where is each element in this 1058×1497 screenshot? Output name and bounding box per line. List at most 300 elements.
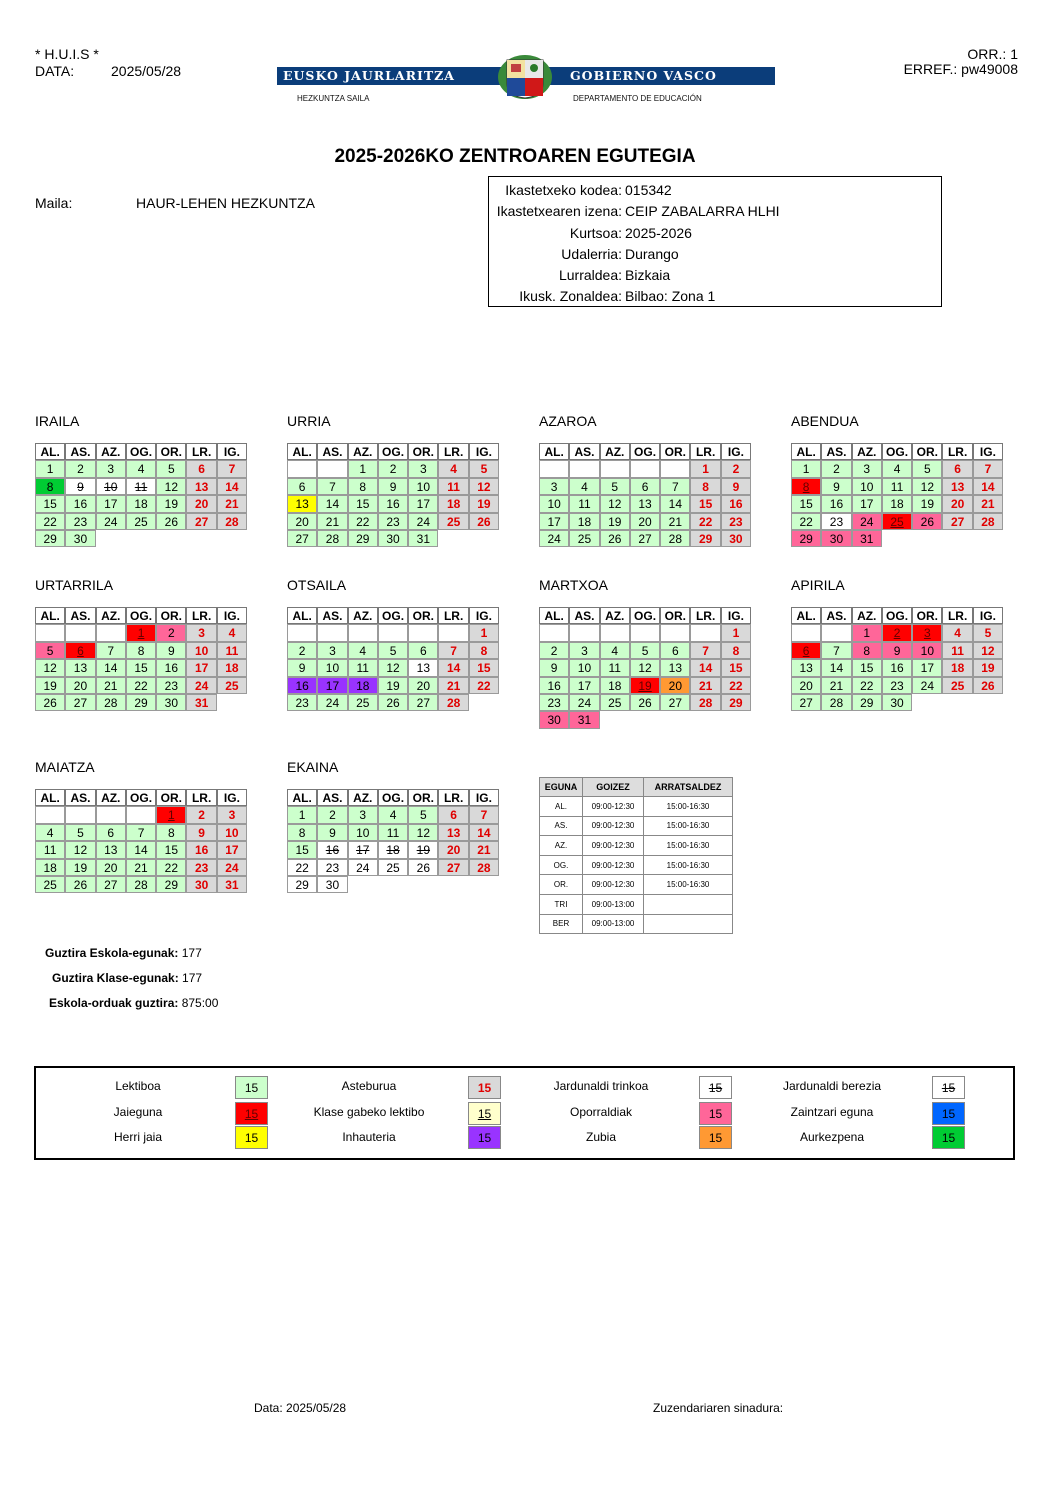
- weekday-header: AS.: [65, 443, 95, 460]
- day-cell: 8: [287, 824, 317, 841]
- month-grid: [35, 789, 249, 893]
- weekday-header: LR.: [438, 443, 468, 460]
- empty-day-cell: [287, 460, 317, 477]
- day-cell: 17: [348, 841, 378, 858]
- total-label: Guztira Eskola-egunak:: [45, 946, 179, 960]
- day-cell: 22: [690, 513, 720, 530]
- day-cell: 1: [35, 460, 65, 477]
- day-cell: 20: [287, 513, 317, 530]
- empty-day-cell: [65, 624, 95, 641]
- day-cell: 12: [65, 841, 95, 858]
- day-cell: 17: [569, 677, 599, 694]
- day-cell: 19: [469, 495, 499, 512]
- day-cell: 30: [378, 530, 408, 547]
- month-name: MARTXOA: [539, 577, 608, 593]
- day-cell: 16: [156, 659, 186, 676]
- weekday-header: AL.: [791, 607, 821, 624]
- month-grid: [287, 607, 501, 711]
- day-cell: 28: [821, 694, 851, 711]
- day-cell: 1: [469, 624, 499, 641]
- day-cell: 9: [882, 642, 912, 659]
- logo-right-text: GOBIERNO VASCO: [570, 68, 717, 83]
- day-cell: 17: [539, 513, 569, 530]
- footer-signature-label: Zuzendariaren sinadura:: [653, 1401, 784, 1415]
- day-cell: 22: [852, 677, 882, 694]
- day-cell: 16: [539, 677, 569, 694]
- day-cell: 10: [96, 478, 126, 495]
- day-cell: 25: [126, 513, 156, 530]
- day-cell: 30: [186, 876, 216, 893]
- day-cell: 6: [942, 460, 972, 477]
- day-cell: 15: [721, 659, 751, 676]
- day-cell: 22: [469, 677, 499, 694]
- data-value: 2025/05/28: [111, 63, 182, 79]
- day-cell: 24: [569, 694, 599, 711]
- day-cell: 9: [539, 659, 569, 676]
- weekday-header: OG.: [630, 443, 660, 460]
- day-cell: 31: [217, 876, 247, 893]
- day-cell: 5: [912, 460, 942, 477]
- day-cell: 15: [791, 495, 821, 512]
- schedule-day: TRI: [540, 894, 583, 914]
- day-cell: 23: [539, 694, 569, 711]
- day-cell: 24: [96, 513, 126, 530]
- day-cell: 31: [186, 694, 216, 711]
- day-cell: 23: [721, 513, 751, 530]
- footer-date: Data: 2025/05/28: [254, 1401, 347, 1415]
- day-cell: 28: [317, 530, 347, 547]
- month-name: ABENDUA: [791, 413, 859, 429]
- day-cell: 3: [217, 806, 247, 823]
- day-cell: 21: [690, 677, 720, 694]
- day-cell: 19: [408, 841, 438, 858]
- day-cell: 11: [569, 495, 599, 512]
- schedule-row: [540, 914, 733, 934]
- legend-label: Jardunaldi trinkoa: [553, 1079, 649, 1093]
- day-cell: 15: [35, 495, 65, 512]
- day-cell: 18: [882, 495, 912, 512]
- day-cell: 22: [126, 677, 156, 694]
- day-cell: 15: [287, 841, 317, 858]
- day-cell: 6: [660, 642, 690, 659]
- day-cell: 27: [96, 876, 126, 893]
- weekday-header: AS.: [569, 607, 599, 624]
- month-calendar: [287, 759, 501, 893]
- legend-sample: 15: [699, 1126, 732, 1149]
- info-value: 2025-2026: [625, 224, 692, 241]
- day-cell: 14: [469, 824, 499, 841]
- legend-sample: 15: [235, 1076, 268, 1099]
- weekday-header: IG.: [973, 443, 1003, 460]
- empty-day-cell: [690, 624, 720, 641]
- day-cell: 3: [317, 642, 347, 659]
- empty-day-cell: [96, 624, 126, 641]
- info-row: [489, 244, 941, 265]
- day-cell: 1: [348, 460, 378, 477]
- empty-day-cell: [126, 806, 156, 823]
- day-cell: 14: [973, 478, 1003, 495]
- weekday-header: IG.: [721, 607, 751, 624]
- legend-sample: 15: [932, 1126, 965, 1149]
- schedule-day: BER: [540, 914, 583, 934]
- info-row: [489, 223, 941, 244]
- info-row: [489, 180, 941, 201]
- month-grid: [791, 443, 1005, 547]
- day-cell: 25: [882, 513, 912, 530]
- day-cell: 24: [186, 677, 216, 694]
- weekday-header: OG.: [378, 443, 408, 460]
- day-cell: 11: [217, 642, 247, 659]
- maila-value: HAUR-LEHEN HEZKUNTZA: [136, 195, 315, 211]
- day-cell: 17: [912, 659, 942, 676]
- info-row: [489, 265, 941, 286]
- day-cell: 26: [469, 513, 499, 530]
- day-cell: 24: [852, 513, 882, 530]
- day-cell: 10: [852, 478, 882, 495]
- day-cell: 12: [469, 478, 499, 495]
- day-cell: 9: [287, 659, 317, 676]
- day-cell: 21: [469, 841, 499, 858]
- day-cell: 14: [317, 495, 347, 512]
- weekday-header: LR.: [186, 443, 216, 460]
- info-value: Durango: [625, 245, 679, 262]
- day-cell: 16: [378, 495, 408, 512]
- day-cell: 5: [469, 460, 499, 477]
- weekday-header: AS.: [317, 443, 347, 460]
- weekday-header: LR.: [690, 607, 720, 624]
- day-cell: 20: [942, 495, 972, 512]
- empty-day-cell: [600, 460, 630, 477]
- day-cell: 29: [156, 876, 186, 893]
- day-cell: 19: [912, 495, 942, 512]
- schedule-header: GOIZEZ: [583, 778, 644, 797]
- day-cell: 18: [378, 841, 408, 858]
- schedule-table: [539, 777, 733, 934]
- government-logo: [277, 54, 775, 106]
- day-cell: 13: [438, 824, 468, 841]
- day-cell: 20: [791, 677, 821, 694]
- day-cell: 28: [973, 513, 1003, 530]
- day-cell: 29: [721, 694, 751, 711]
- weekday-header: IG.: [469, 443, 499, 460]
- weekday-header: OG.: [126, 789, 156, 806]
- weekday-header: AZ.: [348, 443, 378, 460]
- day-cell: 7: [96, 642, 126, 659]
- day-cell: 29: [287, 876, 317, 893]
- day-cell: 3: [408, 460, 438, 477]
- weekday-header: LR.: [690, 443, 720, 460]
- month-grid: [539, 443, 753, 547]
- day-cell: 17: [96, 495, 126, 512]
- month-calendar: [35, 577, 249, 711]
- day-cell: 18: [348, 677, 378, 694]
- day-cell: 3: [186, 624, 216, 641]
- day-cell: 12: [600, 495, 630, 512]
- day-cell: 29: [126, 694, 156, 711]
- day-cell: 26: [378, 694, 408, 711]
- month-name: MAIATZA: [35, 759, 95, 775]
- day-cell: 17: [408, 495, 438, 512]
- schedule-morning: 09:00-12:30: [583, 875, 644, 895]
- day-cell: 5: [35, 642, 65, 659]
- empty-day-cell: [630, 460, 660, 477]
- schedule-row: [540, 816, 733, 836]
- total-class-days: [52, 971, 202, 985]
- day-cell: 30: [539, 711, 569, 728]
- empty-day-cell: [630, 624, 660, 641]
- month-name: URRIA: [287, 413, 331, 429]
- day-cell: 5: [408, 806, 438, 823]
- day-cell: 7: [973, 460, 1003, 477]
- day-cell: 22: [721, 677, 751, 694]
- day-cell: 9: [721, 478, 751, 495]
- info-label: Ikastetxearen izena:: [496, 203, 622, 220]
- schedule-morning: 09:00-12:30: [583, 816, 644, 836]
- day-cell: 2: [378, 460, 408, 477]
- schedule-row: [540, 894, 733, 914]
- weekday-header: OG.: [126, 607, 156, 624]
- weekday-header: AZ.: [600, 443, 630, 460]
- empty-day-cell: [539, 624, 569, 641]
- day-cell: 16: [821, 495, 851, 512]
- weekday-header: AZ.: [852, 443, 882, 460]
- empty-day-cell: [317, 460, 347, 477]
- day-cell: 19: [630, 677, 660, 694]
- day-cell: 27: [287, 530, 317, 547]
- day-cell: 6: [65, 642, 95, 659]
- day-cell: 30: [317, 876, 347, 893]
- day-cell: 22: [35, 513, 65, 530]
- day-cell: 13: [660, 659, 690, 676]
- day-cell: 2: [65, 460, 95, 477]
- empty-day-cell: [378, 624, 408, 641]
- day-cell: 11: [882, 478, 912, 495]
- day-cell: 1: [690, 460, 720, 477]
- schedule-afternoon: 15:00-16:30: [644, 816, 733, 836]
- day-cell: 19: [600, 513, 630, 530]
- weekday-header: AS.: [65, 607, 95, 624]
- day-cell: 27: [791, 694, 821, 711]
- day-cell: 11: [126, 478, 156, 495]
- month-name: OTSAILA: [287, 577, 347, 593]
- day-cell: 27: [942, 513, 972, 530]
- day-cell: 12: [630, 659, 660, 676]
- weekday-header: AZ.: [96, 607, 126, 624]
- day-cell: 8: [721, 642, 751, 659]
- weekday-header: AZ.: [600, 607, 630, 624]
- day-cell: 9: [821, 478, 851, 495]
- day-cell: 11: [438, 478, 468, 495]
- day-cell: 6: [791, 642, 821, 659]
- month-name: URTARRILA: [35, 577, 114, 593]
- month-grid: [287, 443, 501, 547]
- day-cell: 27: [65, 694, 95, 711]
- day-cell: 26: [600, 530, 630, 547]
- weekday-header: AZ.: [348, 607, 378, 624]
- weekday-header: OR.: [408, 443, 438, 460]
- day-cell: 15: [348, 495, 378, 512]
- day-cell: 28: [469, 859, 499, 876]
- day-cell: 10: [408, 478, 438, 495]
- day-cell: 27: [186, 513, 216, 530]
- weekday-header: OR.: [912, 443, 942, 460]
- day-cell: 3: [348, 806, 378, 823]
- schedule-day: AS.: [540, 816, 583, 836]
- legend-box: [34, 1066, 1015, 1160]
- empty-day-cell: [660, 624, 690, 641]
- day-cell: 26: [156, 513, 186, 530]
- weekday-header: IG.: [217, 789, 247, 806]
- day-cell: 27: [408, 694, 438, 711]
- month-grid: [791, 607, 1005, 711]
- day-cell: 2: [287, 642, 317, 659]
- day-cell: 15: [690, 495, 720, 512]
- weekday-header: OR.: [912, 607, 942, 624]
- day-cell: 9: [186, 824, 216, 841]
- total-label: Guztira Klase-egunak:: [52, 971, 179, 985]
- day-cell: 18: [217, 659, 247, 676]
- schedule-row: [540, 855, 733, 875]
- legend-label: Jaieguna: [113, 1105, 163, 1119]
- day-cell: 25: [378, 859, 408, 876]
- day-cell: 21: [438, 677, 468, 694]
- day-cell: 20: [65, 677, 95, 694]
- day-cell: 7: [438, 642, 468, 659]
- day-cell: 6: [287, 478, 317, 495]
- weekday-header: AL.: [539, 607, 569, 624]
- day-cell: 16: [287, 677, 317, 694]
- weekday-header: LR.: [186, 789, 216, 806]
- total-value: 177: [181, 946, 202, 960]
- day-cell: 10: [217, 824, 247, 841]
- weekday-header: OG.: [378, 607, 408, 624]
- info-label: Lurraldea:: [558, 267, 622, 284]
- weekday-header: AS.: [317, 607, 347, 624]
- day-cell: 4: [942, 624, 972, 641]
- weekday-header: AL.: [287, 789, 317, 806]
- weekday-header: LR.: [942, 607, 972, 624]
- day-cell: 8: [348, 478, 378, 495]
- day-cell: 13: [630, 495, 660, 512]
- day-cell: 8: [35, 478, 65, 495]
- day-cell: 14: [690, 659, 720, 676]
- day-cell: 17: [317, 677, 347, 694]
- day-cell: 5: [600, 478, 630, 495]
- day-cell: 25: [35, 876, 65, 893]
- month-calendar: [35, 413, 249, 547]
- weekday-header: AS.: [317, 789, 347, 806]
- day-cell: 2: [821, 460, 851, 477]
- weekday-header: OR.: [660, 443, 690, 460]
- day-cell: 14: [126, 841, 156, 858]
- maila-label: Maila:: [35, 195, 73, 211]
- weekday-header: AS.: [569, 443, 599, 460]
- day-cell: 4: [569, 478, 599, 495]
- weekday-header: OR.: [156, 789, 186, 806]
- schedule-afternoon: 15:00-16:30: [644, 836, 733, 856]
- day-cell: 7: [126, 824, 156, 841]
- weekday-header: AZ.: [96, 789, 126, 806]
- day-cell: 30: [156, 694, 186, 711]
- day-cell: 21: [821, 677, 851, 694]
- day-cell: 9: [317, 824, 347, 841]
- day-cell: 12: [912, 478, 942, 495]
- day-cell: 25: [438, 513, 468, 530]
- day-cell: 13: [96, 841, 126, 858]
- month-calendar: [791, 413, 1005, 547]
- legend-label: Herri jaia: [113, 1130, 162, 1144]
- day-cell: 21: [126, 859, 156, 876]
- day-cell: 4: [348, 642, 378, 659]
- day-cell: 25: [217, 677, 247, 694]
- day-cell: 30: [821, 530, 851, 547]
- empty-day-cell: [791, 624, 821, 641]
- day-cell: 3: [539, 478, 569, 495]
- day-cell: 22: [791, 513, 821, 530]
- day-cell: 23: [186, 859, 216, 876]
- month-name: APIRILA: [791, 577, 845, 593]
- empty-day-cell: [408, 624, 438, 641]
- day-cell: 23: [378, 513, 408, 530]
- day-cell: 2: [882, 624, 912, 641]
- legend-sample: 15: [932, 1076, 965, 1099]
- day-cell: 20: [186, 495, 216, 512]
- schedule-header: ARRATSALDEZ: [644, 778, 733, 797]
- weekday-header: AZ.: [852, 607, 882, 624]
- month-calendar: [287, 413, 501, 547]
- legend-label: Inhauteria: [342, 1130, 396, 1144]
- day-cell: 10: [186, 642, 216, 659]
- day-cell: 6: [438, 806, 468, 823]
- schedule-row: [540, 836, 733, 856]
- legend-sample: 15: [468, 1126, 501, 1149]
- day-cell: 15: [126, 659, 156, 676]
- day-cell: 1: [287, 806, 317, 823]
- day-cell: 10: [569, 659, 599, 676]
- month-name: AZAROA: [539, 413, 597, 429]
- legend-sample: 15: [468, 1076, 501, 1099]
- weekday-header: LR.: [438, 789, 468, 806]
- legend-label: Klase gabeko lektibo: [313, 1105, 425, 1119]
- day-cell: 12: [156, 478, 186, 495]
- data-label: DATA:: [35, 63, 75, 79]
- legend-sample: 15: [235, 1102, 268, 1125]
- day-cell: 6: [186, 460, 216, 477]
- schedule-day: OR.: [540, 875, 583, 895]
- day-cell: 21: [96, 677, 126, 694]
- weekday-header: LR.: [186, 607, 216, 624]
- day-cell: 18: [942, 659, 972, 676]
- day-cell: 21: [217, 495, 247, 512]
- schedule-morning: 09:00-13:00: [583, 894, 644, 914]
- weekday-header: AL.: [539, 443, 569, 460]
- day-cell: 28: [96, 694, 126, 711]
- day-cell: 23: [882, 677, 912, 694]
- day-cell: 23: [317, 859, 347, 876]
- day-cell: 20: [438, 841, 468, 858]
- day-cell: 23: [65, 513, 95, 530]
- day-cell: 14: [660, 495, 690, 512]
- legend-label: Jardunaldi berezia: [782, 1079, 882, 1093]
- day-cell: 19: [156, 495, 186, 512]
- day-cell: 13: [942, 478, 972, 495]
- legend-label: Zaintzari eguna: [790, 1105, 874, 1119]
- day-cell: 29: [35, 530, 65, 547]
- day-cell: 13: [65, 659, 95, 676]
- empty-day-cell: [348, 624, 378, 641]
- info-value: Bizkaia: [625, 267, 671, 284]
- weekday-header: OG.: [882, 443, 912, 460]
